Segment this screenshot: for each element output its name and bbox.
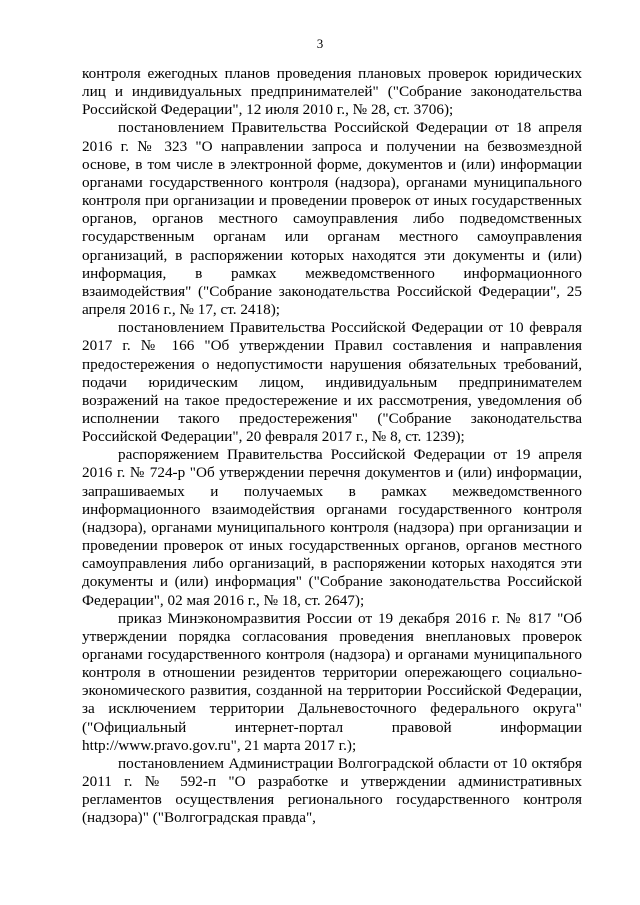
paragraph-government-order-724: распоряжением Правительства Российской Федерации от 19 апреля 2016 г. № 724-р "Об утверждении перечня документов и (или) информации, запрашиваемых и получаемых в рамках межведомственного информационного взаимодействия органами государственного контроля (надзора), органами муниципального контроля (надзора) при организации и проведении проверок от иных государственных органов, органов местного самоуправления либо организаций, в распоряжении которых находятся эти документы и (или) информация" ("Собрание законодательства Российской Федерации", 02 мая 2016 г., № 18, ст. 2647); [82, 446, 582, 609]
paragraph-regional-decree-592: постановлением Администрации Волгоградской области от 10 октября 2011 г. № 592-п "О разработке и утверждении административных регламентов осуществления регионального государственного контроля (надзора)" ("Волгоградская правда", [82, 754, 582, 827]
paragraph-continuation: контроля ежегодных планов проведения плановых проверок юридических лиц и индивидуальных предпринимателей" ("Собрание законодательства Российской Федерации", 12 июля 2010 г., № 28, ст. 3706); [82, 65, 582, 119]
page-number: 3 [316, 36, 324, 51]
document-body [82, 65, 582, 828]
paragraph-government-decree-166: постановлением Правительства Российской Федерации от 10 февраля 2017 г. № 166 "Об утверждении Правил составления и направления предостережения о недопустимости нарушения обязательных требований, подачи юридическим лицом, индивидуальным предпринимателем возражений на такое предостережение и их рассмотрения, уведомления об исполнении такого предостережения" ("Собрание законодательства Российской Федерации", 20 февраля 2017 г., № 8, ст. 1239); [82, 319, 582, 446]
paragraph-government-decree-323: постановлением Правительства Российской Федерации от 18 апреля 2016 г. № 323 "О направлении запроса и получении на безвозмездной основе, в том числе в электронной форме, документов и (или) информации органами государственного контроля (надзора), органами муниципального контроля при организации и проведении проверок от иных государственных органов, органов местного самоуправления либо подведомственных государственным органам или органам местного самоуправления организаций, в распоряжении которых находятся эти документы и (или) информация, в рамках межведомственного информационного взаимодействия" ("Собрание законодательства Российской Федерации", 25 апреля 2016 г., № 17, ст. 2418); [82, 119, 582, 319]
paragraph-ministry-order-817: приказ Минэкономразвития России от 19 декабря 2016 г. № 817 "Об утверждении порядка согласования проведения внеплановых проверок органами государственного контроля (надзора) и органами муниципального контроля в отношении резидентов территории опережающего социально-экономического развития, созданной на территории Российской Федерации, за исключением территории Дальневосточного федерального округа" ("Официальный интернет-портал правовой информации http://www.pravo.gov.ru", 21 марта 2017 г.); [82, 609, 582, 754]
